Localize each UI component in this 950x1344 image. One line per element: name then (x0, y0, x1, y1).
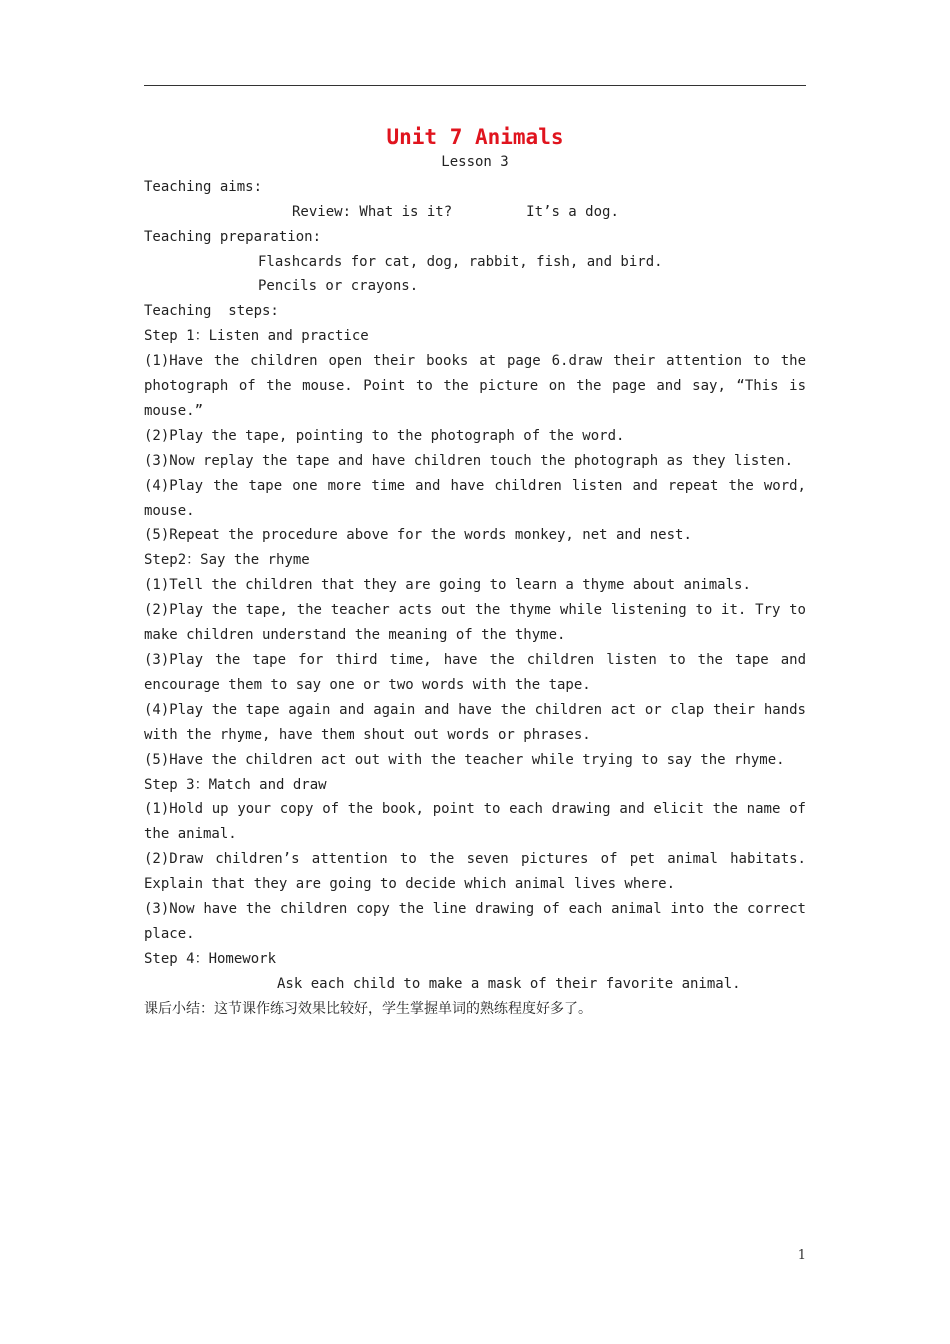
step3-heading: Step 3：Match and draw (144, 776, 327, 793)
step1-item: (4)Play the tape one more time and have children listen and repeat the word, mouse. (144, 477, 806, 519)
lesson-subtitle: Lesson 3 (441, 154, 509, 170)
preparation-item: Flashcards for cat, dog, rabbit, fish, and bird. (258, 253, 663, 270)
step2-item: (2)Play the tape, the teacher acts out the thyme while listening to it. Try to make children understand the meaning of the thyme. (144, 602, 806, 644)
step3-item: (2)Draw children’s attention to the seven pictures of pet animal habitats. Explain that they are going to decide which animal lives where. (144, 851, 806, 893)
step2-item: (4)Play the tape again and again and have the children act or clap their hands with the rhyme, have them shout out words or phrases. (144, 701, 806, 743)
step4-heading: Step 4：Homework (144, 950, 277, 967)
document-title: Unit 7 Animals (386, 125, 564, 149)
step1-heading: Step 1：Listen and practice (144, 328, 369, 345)
header-rule (144, 85, 806, 86)
step2-item: (1)Tell the children that they are going to learn a thyme about animals. (144, 577, 751, 594)
step3-item: (1)Hold up your copy of the book, point to each drawing and elicit the name of the animal. (144, 801, 806, 843)
steps-heading: Teaching steps: (144, 303, 279, 320)
step2-item: (3)Play the tape for third time, have the children listen to the tape and encourage them to say one or two words with the tape. (144, 651, 806, 693)
step1-item: (2)Play the tape, pointing to the photograph of the word. (144, 427, 625, 444)
preparation-item: Pencils or crayons. (258, 278, 419, 295)
aims-heading: Teaching aims: (144, 178, 263, 195)
document-body (144, 124, 806, 1022)
step4-text: Ask each child to make a mask of their favorite animal. (277, 975, 741, 992)
step1-item: (1)Have the children open their books at page 6.draw their attention to the photograph of the mouse. Point to the picture on the page and say, “This is mouse.” (144, 353, 806, 419)
step3-item: (3)Now have the children copy the line drawing of each animal into the correct place. (144, 901, 806, 942)
review-question: Review: What is it? (292, 203, 453, 220)
step1-item: (5)Repeat the procedure above for the words monkey, net and nest. (144, 527, 692, 544)
preparation-heading: Teaching preparation: (144, 228, 322, 245)
review-answer: It’s a dog. (526, 203, 619, 220)
step2-heading: Step2：Say the rhyme (144, 552, 310, 569)
page-number: 1 (797, 1248, 806, 1263)
aims-review-line (144, 200, 806, 225)
lesson-summary: 课后小结：这节课作练习效果比较好，学生掌握单词的熟练程度好多了。 (144, 1000, 592, 1017)
step1-item: (3)Now replay the tape and have children touch the photograph as they listen. (144, 452, 794, 469)
step2-item: (5)Have the children act out with the teacher while trying to say the rhyme. (144, 751, 785, 768)
